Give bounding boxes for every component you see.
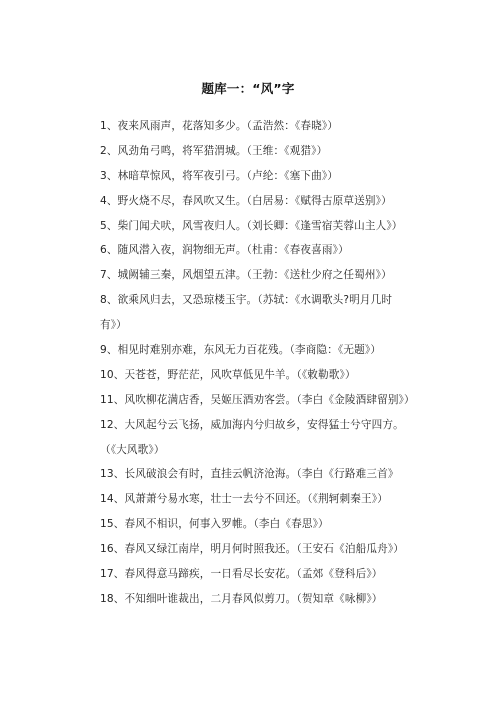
poem-line: 17、春风得意马蹄疾，一日看尽长安花。（孟郊《登科后》）: [100, 568, 383, 581]
poem-line-continuation: 有》）: [100, 319, 127, 332]
poem-line: 18、不知细叶谁裁出，二月春风似剪刀。（贺知章《咏柳》）: [100, 592, 383, 605]
poem-line-list: [100, 114, 415, 612]
poem-line: 10、天苍苍，野茫茫，风吹草低见牛羊。（《敕勒歌》）: [100, 368, 356, 381]
poem-line-continuation: （《大风歌》）: [100, 443, 165, 456]
poem-line: 16、春风又绿江南岸，明月何时照我还。（王安石《泊船瓜舟》）: [100, 543, 405, 556]
poem-line: 6、随风潜入夜，润物细无声。（杜甫：《春夜喜雨》）: [100, 244, 349, 257]
poem-line: 12、大风起兮云飞扬，威加海内兮归故乡，安得猛士兮守四方。: [100, 418, 404, 431]
poem-line: 8、欲乘风归去，又恐琼楼玉宇。（苏轼：《水调歌头?明月几时: [100, 294, 393, 307]
poem-line: 2、风劲角弓鸣，将军猎渭城。（王维：《观猎》）: [100, 144, 328, 157]
poem-line: 15、春风不相识，何事入罗帷。（李白《春思》）: [100, 518, 329, 531]
poem-line: 3、林暗草惊风，将军夜引弓。（卢纶：《塞下曲》）: [100, 169, 339, 182]
poem-line: 5、柴门闻犬吠，风雪夜归人。（刘长卿：《逢雪宿芙蓉山主人》）: [100, 219, 403, 232]
document-title: 题库一：“风”字: [201, 81, 295, 96]
poem-line: 9、相见时难别亦难，东风无力百花残。（李商隐：《无题》）: [100, 344, 382, 357]
poem-line: 4、野火烧不尽，春风吹又生。（白居易：《赋得古原草送别》）: [100, 194, 392, 207]
poem-line: 13、长风破浪会有时，直挂云帆济沧海。（李白《行路难三首》: [100, 468, 399, 481]
poem-line: 14、风萧萧兮易水寒，壮士一去兮不回还。（《荆轲刺秦王》）: [100, 493, 388, 506]
poem-line: 7、城阙辅三秦，风烟望五津。（王勃：《送杜少府之任蜀州》）: [100, 269, 392, 282]
poem-line: 11、风吹柳花满店香，吴姬压酒劝客尝。（李白《金陵酒肆留别》）: [100, 393, 415, 406]
poem-line: 1、夜来风雨声，花落知多少。（孟浩然：《春晓》）: [100, 120, 339, 132]
